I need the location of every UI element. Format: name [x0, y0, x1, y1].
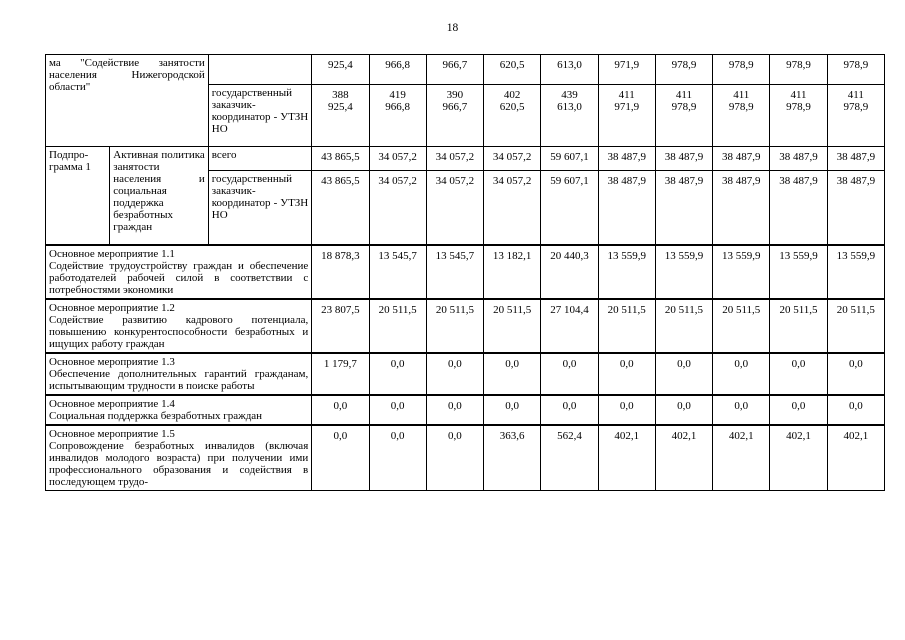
value-cell: 439 613,0: [541, 85, 598, 147]
value-cell: 0,0: [541, 395, 598, 425]
value-cell: 411 978,9: [827, 85, 884, 147]
measure-name: Основное мероприятие 1.5 Сопровождение безработных инвалидов (включая инвалидов молодого возраста) при получении ими профессионального образования и содействия в последующем трудо-: [46, 425, 312, 491]
value-cell: 0,0: [598, 353, 655, 395]
value-cell: 971,9: [598, 55, 655, 85]
value-cell: 0,0: [426, 395, 483, 425]
value-cell: 411 978,9: [713, 85, 770, 147]
value-cell: 0,0: [713, 395, 770, 425]
value-cell: 402 620,5: [484, 85, 541, 147]
value-cell: 34 057,2: [369, 147, 426, 171]
value-cell: 978,9: [655, 55, 712, 85]
table-row: [46, 353, 885, 395]
value-cell: 38 487,9: [770, 147, 827, 171]
value-cell: 18 878,3: [312, 245, 369, 299]
value-cell: 20 511,5: [655, 299, 712, 353]
table-row: [46, 395, 885, 425]
value-cell: 402,1: [827, 425, 884, 491]
subprogram-label: Подпро-грамма 1: [46, 147, 110, 245]
value-cell: 0,0: [827, 353, 884, 395]
value-cell: 402,1: [598, 425, 655, 491]
value-cell: 38 487,9: [827, 147, 884, 171]
value-cell: 13 545,7: [426, 245, 483, 299]
value-cell: 1 179,7: [312, 353, 369, 395]
value-cell: 20 511,5: [827, 299, 884, 353]
value-cell: 0,0: [827, 395, 884, 425]
table-row: [46, 425, 885, 491]
value-cell: 402,1: [713, 425, 770, 491]
value-cell: 38 487,9: [655, 171, 712, 245]
table-row: [46, 245, 885, 299]
value-cell: 38 487,9: [827, 171, 884, 245]
executor-cell: государственный заказчик-координатор - УТЗН НО: [208, 171, 311, 245]
value-cell: 978,9: [713, 55, 770, 85]
executor-cell: всего: [208, 147, 311, 171]
value-cell: 390 966,7: [426, 85, 483, 147]
page-number: 18: [446, 22, 459, 34]
value-cell: 13 559,9: [713, 245, 770, 299]
value-cell: 562,4: [541, 425, 598, 491]
table-row: [46, 147, 885, 171]
value-cell: 925,4: [312, 55, 369, 85]
executor-cell: [208, 55, 311, 85]
value-cell: 13 559,9: [770, 245, 827, 299]
value-cell: 20 511,5: [598, 299, 655, 353]
value-cell: 978,9: [770, 55, 827, 85]
value-cell: 966,7: [426, 55, 483, 85]
value-cell: 419 966,8: [369, 85, 426, 147]
executor-cell: государственный заказчик-координатор - УТЗН НО: [208, 85, 311, 147]
value-cell: 0,0: [713, 353, 770, 395]
value-cell: 13 559,9: [598, 245, 655, 299]
measure-name: Основное мероприятие 1.2 Содействие развитию кадрового потенциала, повышению конкурентоспособности безработных и ищущих работу граждан: [46, 299, 312, 353]
value-cell: 0,0: [541, 353, 598, 395]
value-cell: 38 487,9: [598, 171, 655, 245]
subprogram-name: Активная политика занятости населения и социальная поддержка безработных граждан: [110, 147, 208, 245]
value-cell: 38 487,9: [598, 147, 655, 171]
value-cell: 0,0: [484, 395, 541, 425]
value-cell: 363,6: [484, 425, 541, 491]
value-cell: 20 440,3: [541, 245, 598, 299]
value-cell: 0,0: [426, 425, 483, 491]
value-cell: 38 487,9: [713, 171, 770, 245]
value-cell: 20 511,5: [484, 299, 541, 353]
value-cell: 43 865,5: [312, 171, 369, 245]
value-cell: 0,0: [426, 353, 483, 395]
value-cell: 0,0: [484, 353, 541, 395]
value-cell: 38 487,9: [770, 171, 827, 245]
value-cell: 13 545,7: [369, 245, 426, 299]
budget-table: [45, 54, 885, 491]
program-name: ма "Содействие занятости населения Нижегородской области": [46, 55, 209, 147]
value-cell: 13 559,9: [655, 245, 712, 299]
measure-name: Основное мероприятие 1.4 Социальная поддержка безработных граждан: [46, 395, 312, 425]
value-cell: 0,0: [655, 395, 712, 425]
value-cell: 59 607,1: [541, 171, 598, 245]
value-cell: 38 487,9: [713, 147, 770, 171]
table-row: [46, 55, 885, 85]
value-cell: 0,0: [369, 425, 426, 491]
value-cell: 0,0: [369, 395, 426, 425]
value-cell: 43 865,5: [312, 147, 369, 171]
value-cell: 13 559,9: [827, 245, 884, 299]
value-cell: 966,8: [369, 55, 426, 85]
value-cell: 59 607,1: [541, 147, 598, 171]
value-cell: 620,5: [484, 55, 541, 85]
value-cell: 978,9: [827, 55, 884, 85]
value-cell: 402,1: [770, 425, 827, 491]
value-cell: 34 057,2: [484, 147, 541, 171]
value-cell: 388 925,4: [312, 85, 369, 147]
value-cell: 13 182,1: [484, 245, 541, 299]
measure-name: Основное мероприятие 1.3 Обеспечение дополнительных гарантий гражданам, испытывающим трудности в поиске работы: [46, 353, 312, 395]
value-cell: 0,0: [770, 353, 827, 395]
value-cell: 20 511,5: [426, 299, 483, 353]
value-cell: 411 978,9: [655, 85, 712, 147]
value-cell: 0,0: [655, 353, 712, 395]
value-cell: 0,0: [598, 395, 655, 425]
value-cell: 0,0: [369, 353, 426, 395]
value-cell: 0,0: [770, 395, 827, 425]
value-cell: 34 057,2: [426, 147, 483, 171]
value-cell: 20 511,5: [713, 299, 770, 353]
value-cell: 34 057,2: [426, 171, 483, 245]
value-cell: 402,1: [655, 425, 712, 491]
value-cell: 20 511,5: [369, 299, 426, 353]
value-cell: 0,0: [312, 395, 369, 425]
value-cell: 34 057,2: [484, 171, 541, 245]
value-cell: 411 978,9: [770, 85, 827, 147]
measure-name: Основное мероприятие 1.1 Содействие трудоустройству граждан и обеспечение работодателей рабочей силой в соответствии с потребностями экономики: [46, 245, 312, 299]
value-cell: 38 487,9: [655, 147, 712, 171]
value-cell: 613,0: [541, 55, 598, 85]
value-cell: 20 511,5: [770, 299, 827, 353]
value-cell: 27 104,4: [541, 299, 598, 353]
value-cell: 411 971,9: [598, 85, 655, 147]
value-cell: 23 807,5: [312, 299, 369, 353]
value-cell: 34 057,2: [369, 171, 426, 245]
table-row: [46, 299, 885, 353]
value-cell: 0,0: [312, 425, 369, 491]
table-body: [46, 55, 885, 491]
